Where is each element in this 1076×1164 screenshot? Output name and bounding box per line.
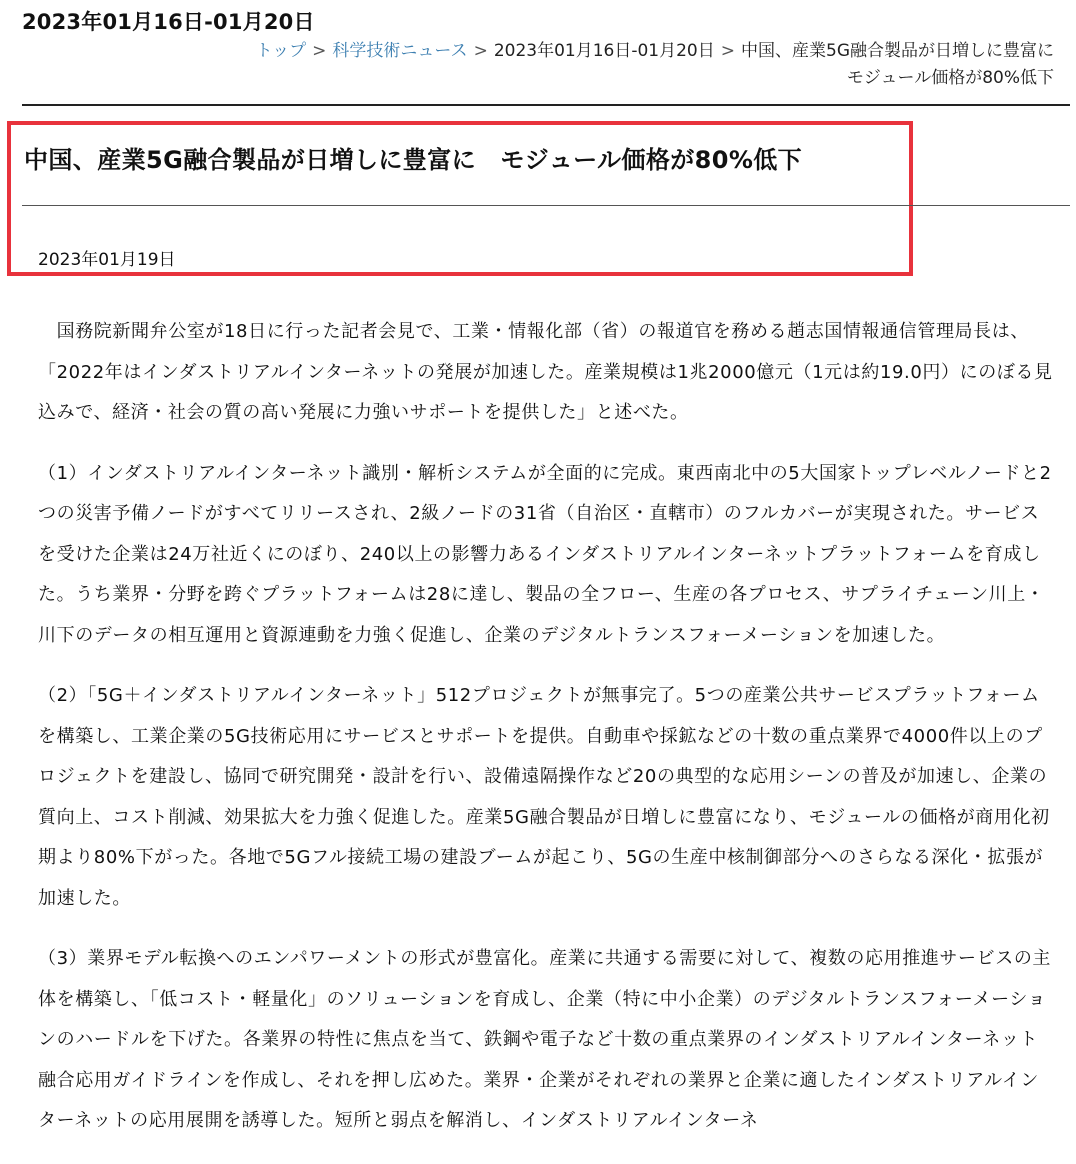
breadcrumb-separator: > (720, 41, 735, 61)
article-paragraph-2: （2）「5G＋インダストリアルインターネット」512プロジェクトが無事完了。5つの産業公共サービスプラットフォームを構築し、工業企業の5G技術応用にサービスとサポートを提供。自動車や採鉱などの十数の重点業界で4000件以上のプロジェクトを建設し、協同で研究開発・設計を行い、設備遠隔操作など20の典型的な応用シーンの普及が加速し、企業の質向上、コスト削減、効果拡大を力強く促進した。産業5G融合製品が日増しに豊富になり、モジュールの価格が商用化初期より80%下がった。各地で5Gフル接続工場の建設ブームが起こり、5Gの生産中核制御部分へのさらなる深化・拡張が加速した。 (38, 685, 1050, 909)
breadcrumb-item-current: 中国、産業5G融合製品が日増しに豊富に モジュール価格が80%低下 (741, 41, 1071, 88)
title-divider (22, 205, 1070, 206)
article-paragraph-3: （3）業界モデル転換へのエンパワーメントの形式が豊富化。産業に共通する需要に対して、複数の応用推進サービスの主体を構築し、「低コスト・軽量化」のソリューションを育成し、企業（特に中小企業）のデジタルトランスフォーメーションのハードルを下げた。各業界の特性に焦点を当て、鉄鋼や電子など十数の重点業界のインダストリアルインターネット融合応用ガイドラインを作成し、それを押し広めた。業界・企業がそれぞれの業界と企業に適したインダストリアルインターネットの応用展開を誘導した。短所と弱点を解消し、インダストリアルインターネ (38, 948, 1052, 1131)
article-title: 中国、産業5G融合製品が日増しに豊富に モジュール価格が80%低下 (24, 146, 803, 174)
breadcrumb (234, 38, 1071, 92)
article-date: 2023年01月19日 (38, 250, 176, 270)
period-heading: 2023年01月16日-01月20日 (22, 10, 315, 34)
article-paragraph-intro: 国務院新聞弁公室が18日に行った記者会見で、工業・情報化部（省）の報道官を務める趙志国情報通信管理局長は、「2022年はインダストリアルインターネットの発展が加速した。産業規模は1兆2000億元（1元は約19.0円）にのぼる見込みで、経済・社会の質の高い発展に力強いサポートを提供した」と述べた。 (38, 321, 1053, 423)
article-body (38, 312, 1056, 1162)
breadcrumb-link-science-news[interactable]: 科学技術ニュース (332, 41, 468, 61)
breadcrumb-link-top[interactable]: トップ (255, 41, 307, 61)
breadcrumb-item-period: 2023年01月16日-01月20日 (493, 41, 715, 61)
breadcrumb-separator: > (473, 41, 488, 61)
article-paragraph-1: （1）インダストリアルインターネット識別・解析システムが全面的に完成。東西南北中の5大国家トップレベルノードと2つの災害予備ノードがすべてリリースされ、2級ノードの31省（自治区・直轄市）のフルカバーが実現された。サービスを受けた企業は24万社近くにのぼり、240以上の影響力あるインダストリアルインターネットプラットフォームを育成した。うち業界・分野を跨ぐプラットフォームは28に達し、製品の全フロー、生産の各プロセス、サプライチェーン川上・川下のデータの相互運用と資源連動を力強く促進し、企業のデジタルトランスフォーメーションを加速した。 (38, 462, 1052, 646)
header-divider (22, 104, 1070, 106)
breadcrumb-separator: > (312, 41, 327, 61)
